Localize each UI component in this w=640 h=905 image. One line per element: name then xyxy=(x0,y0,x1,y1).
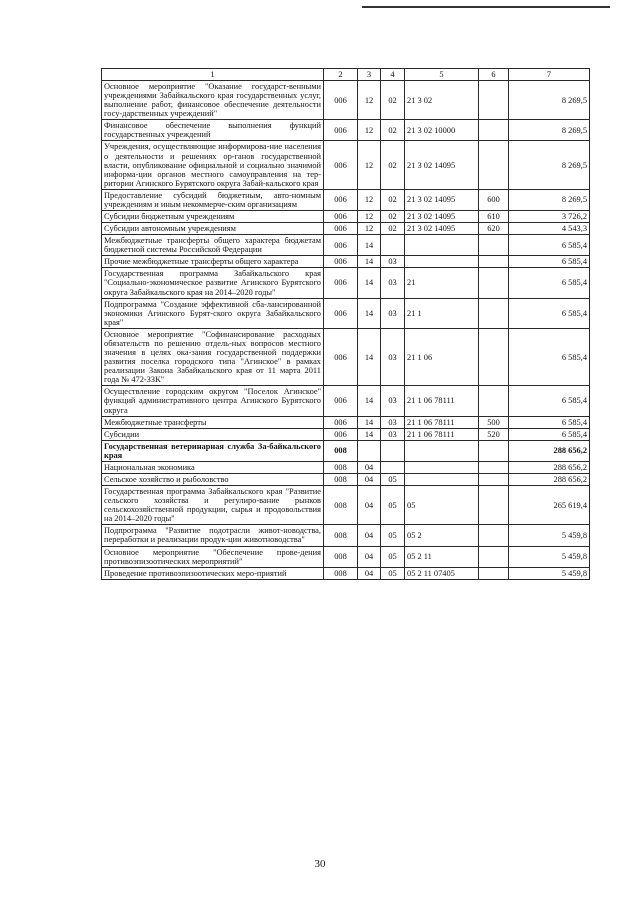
table-row xyxy=(102,386,590,416)
target-article-code: 21 1 06 78111 xyxy=(405,386,479,416)
amount: 5 459,8 xyxy=(509,546,590,567)
section-code: 04 xyxy=(358,546,381,567)
row-label: Основное мероприятие "Обеспечение прове-дения противоэпизоотических мероприятий" xyxy=(102,546,324,567)
table-row xyxy=(102,428,590,440)
row-label: Субсидии xyxy=(102,428,324,440)
subsection-code: 03 xyxy=(381,328,405,385)
column-header: 3 xyxy=(358,69,381,81)
subsection-code: 05 xyxy=(381,525,405,546)
table-row xyxy=(102,567,590,579)
subsection-code: 03 xyxy=(381,298,405,328)
section-code: 14 xyxy=(358,416,381,428)
section-code: 14 xyxy=(358,256,381,268)
amount: 4 543,3 xyxy=(509,223,590,235)
subsection-code: 03 xyxy=(381,428,405,440)
ministry-code: 006 xyxy=(324,211,358,223)
section-code: 12 xyxy=(358,120,381,141)
section-code: 12 xyxy=(358,81,381,120)
row-label: Осуществление городским округом "Поселок Агинское" функций административного центра Агинского Бурятского округа xyxy=(102,386,324,416)
target-article-code xyxy=(405,473,479,485)
row-label: Финансовое обеспечение выполнения функций государственных учреждений xyxy=(102,120,324,141)
subsection-code: 05 xyxy=(381,486,405,525)
target-article-code: 21 3 02 14095 xyxy=(405,223,479,235)
target-article-code: 21 1 xyxy=(405,298,479,328)
subsection-code: 05 xyxy=(381,473,405,485)
amount: 265 619,4 xyxy=(509,486,590,525)
ministry-code: 006 xyxy=(324,428,358,440)
row-label: Государственная программа Забайкальского края "Социально-экономическое развитие Агинского Бурятского округа Забайкальского края на 2014–2020 годы" xyxy=(102,268,324,298)
target-article-code xyxy=(405,461,479,473)
section-code: 04 xyxy=(358,525,381,546)
ministry-code: 006 xyxy=(324,386,358,416)
table-row xyxy=(102,235,590,256)
row-label: Государственная ветеринарная служба За-байкальского края xyxy=(102,440,324,461)
table-row xyxy=(102,141,590,189)
section-code: 14 xyxy=(358,328,381,385)
amount: 3 726,2 xyxy=(509,211,590,223)
amount: 288 656,2 xyxy=(509,440,590,461)
section-code: 12 xyxy=(358,211,381,223)
amount: 6 585,4 xyxy=(509,428,590,440)
expense-type-code: 500 xyxy=(479,416,509,428)
table-row xyxy=(102,223,590,235)
expense-type-code xyxy=(479,525,509,546)
table-row xyxy=(102,189,590,210)
section-code: 14 xyxy=(358,386,381,416)
ministry-code: 006 xyxy=(324,328,358,385)
target-article-code: 21 1 06 78111 xyxy=(405,416,479,428)
table-row xyxy=(102,546,590,567)
row-label: Межбюджетные трансферты общего характера бюджетам бюджетной системы Российской Федерации xyxy=(102,235,324,256)
table-row xyxy=(102,525,590,546)
expense-type-code: 610 xyxy=(479,211,509,223)
subsection-code: 02 xyxy=(381,141,405,189)
table-row xyxy=(102,81,590,120)
subsection-code xyxy=(381,461,405,473)
table-row xyxy=(102,328,590,385)
table-row xyxy=(102,416,590,428)
expense-type-code xyxy=(479,141,509,189)
expense-type-code xyxy=(479,268,509,298)
ministry-code: 008 xyxy=(324,546,358,567)
row-label: Национальная экономика xyxy=(102,461,324,473)
expense-type-code xyxy=(479,567,509,579)
subsection-code: 03 xyxy=(381,256,405,268)
row-label: Межбюджетные трансферты xyxy=(102,416,324,428)
section-code: 12 xyxy=(358,223,381,235)
section-code: 04 xyxy=(358,486,381,525)
ministry-code: 006 xyxy=(324,120,358,141)
expense-type-code xyxy=(479,328,509,385)
target-article-code xyxy=(405,256,479,268)
amount: 8 269,5 xyxy=(509,81,590,120)
target-article-code: 21 3 02 10000 xyxy=(405,120,479,141)
amount: 6 585,4 xyxy=(509,416,590,428)
amount: 6 585,4 xyxy=(509,256,590,268)
subsection-code: 03 xyxy=(381,268,405,298)
target-article-code: 21 xyxy=(405,268,479,298)
target-article-code xyxy=(405,235,479,256)
expense-type-code xyxy=(479,440,509,461)
ministry-code: 006 xyxy=(324,189,358,210)
amount: 6 585,4 xyxy=(509,298,590,328)
subsection-code: 03 xyxy=(381,386,405,416)
amount: 5 459,8 xyxy=(509,525,590,546)
column-header: 7 xyxy=(509,69,590,81)
amount: 8 269,5 xyxy=(509,120,590,141)
row-label: Подпрограмма "Создание эффективной сба-лансированной экономики Агинского Бурят-ского округа Забайкальского края" xyxy=(102,298,324,328)
ministry-code: 006 xyxy=(324,268,358,298)
top-rule xyxy=(362,6,610,8)
amount: 6 585,4 xyxy=(509,268,590,298)
row-label: Проведение противоэпизоотических меро-приятий xyxy=(102,567,324,579)
column-header: 2 xyxy=(324,69,358,81)
column-header: 1 xyxy=(102,69,324,81)
ministry-code: 006 xyxy=(324,81,358,120)
table-row xyxy=(102,120,590,141)
row-label: Учреждения, осуществляющие информирова-ние населения о деятельности и решениях ор-ганов государственной власти, опубликование официальной и социально значимой информа-ции органов местного самоуправления на тер-ритории Агинского Бурятского округа Забай-кальского края xyxy=(102,141,324,189)
target-article-code: 05 2 xyxy=(405,525,479,546)
table-row xyxy=(102,211,590,223)
expense-type-code: 600 xyxy=(479,189,509,210)
subsection-code: 05 xyxy=(381,567,405,579)
row-label: Субсидии автономным учреждениям xyxy=(102,223,324,235)
amount: 6 585,4 xyxy=(509,386,590,416)
subsection-code xyxy=(381,440,405,461)
subsection-code xyxy=(381,235,405,256)
expense-type-code: 620 xyxy=(479,223,509,235)
ministry-code: 006 xyxy=(324,416,358,428)
subsection-code: 02 xyxy=(381,211,405,223)
subsection-code: 02 xyxy=(381,223,405,235)
ministry-code: 006 xyxy=(324,298,358,328)
target-article-code: 21 3 02 14095 xyxy=(405,189,479,210)
section-code: 12 xyxy=(358,189,381,210)
subsection-code: 05 xyxy=(381,546,405,567)
expense-type-code xyxy=(479,298,509,328)
expense-type-code xyxy=(479,546,509,567)
ministry-code: 006 xyxy=(324,256,358,268)
table-row xyxy=(102,486,590,525)
ministry-code: 008 xyxy=(324,567,358,579)
table-row xyxy=(102,298,590,328)
target-article-code: 05 2 11 xyxy=(405,546,479,567)
ministry-code: 008 xyxy=(324,486,358,525)
ministry-code: 006 xyxy=(324,223,358,235)
table-row xyxy=(102,268,590,298)
section-code: 14 xyxy=(358,268,381,298)
expense-type-code xyxy=(479,386,509,416)
table-row xyxy=(102,440,590,461)
row-label: Субсидии бюджетным учреждениям xyxy=(102,211,324,223)
ministry-code: 008 xyxy=(324,461,358,473)
section-code: 14 xyxy=(358,235,381,256)
expense-type-code xyxy=(479,473,509,485)
expense-type-code xyxy=(479,461,509,473)
ministry-code: 006 xyxy=(324,235,358,256)
section-code: 14 xyxy=(358,428,381,440)
expense-type-code xyxy=(479,486,509,525)
column-header: 4 xyxy=(381,69,405,81)
ministry-code: 008 xyxy=(324,440,358,461)
row-label: Основное мероприятие "Софинансирование расходных обязательств по решению отдель-ных вопросов местного значения в целях ока-зания государственной поддержки развития поселка городского типа "Агинское" в рамках реализации Закона Забайкальского края от 11 марта 2011 года № 472-ЗЗК" xyxy=(102,328,324,385)
target-article-code: 21 3 02 14095 xyxy=(405,141,479,189)
ministry-code: 008 xyxy=(324,473,358,485)
expense-type-code: 520 xyxy=(479,428,509,440)
page-number: 30 xyxy=(314,858,326,870)
expense-type-code xyxy=(479,81,509,120)
subsection-code: 02 xyxy=(381,189,405,210)
amount: 6 585,4 xyxy=(509,328,590,385)
subsection-code: 02 xyxy=(381,120,405,141)
section-code: 04 xyxy=(358,461,381,473)
target-article-code: 21 3 02 14095 xyxy=(405,211,479,223)
row-label: Государственная программа Забайкальского края "Развитие сельского хозяйства и регулиро-вание рынков сельскохозяйственной продукции, сырья и продовольствия на 2014–2020 годы" xyxy=(102,486,324,525)
amount: 288 656,2 xyxy=(509,461,590,473)
ministry-code: 006 xyxy=(324,141,358,189)
section-code: 04 xyxy=(358,567,381,579)
budget-table xyxy=(101,68,590,580)
amount: 8 269,5 xyxy=(509,141,590,189)
expense-type-code xyxy=(479,256,509,268)
table-row xyxy=(102,256,590,268)
amount: 6 585,4 xyxy=(509,235,590,256)
row-label: Основное мероприятие "Оказание государст-венными учреждениями Забайкальского края государственных услуг, выполнение работ, финансовое обеспечение деятельности госу-дарственных учреждений" xyxy=(102,81,324,120)
table-header-row xyxy=(102,69,590,81)
row-label: Предоставление субсидий бюджетным, авто-номным учреждениям и иным некоммерче-ским организациям xyxy=(102,189,324,210)
table-row xyxy=(102,461,590,473)
expense-type-code xyxy=(479,120,509,141)
target-article-code: 21 1 06 78111 xyxy=(405,428,479,440)
target-article-code: 05 2 11 07405 xyxy=(405,567,479,579)
section-code: 12 xyxy=(358,141,381,189)
row-label: Прочие межбюджетные трансферты общего характера xyxy=(102,256,324,268)
ministry-code: 008 xyxy=(324,525,358,546)
target-article-code: 05 xyxy=(405,486,479,525)
section-code: 04 xyxy=(358,473,381,485)
column-header: 5 xyxy=(405,69,479,81)
subsection-code: 03 xyxy=(381,416,405,428)
column-header: 6 xyxy=(479,69,509,81)
table-row xyxy=(102,473,590,485)
amount: 8 269,5 xyxy=(509,189,590,210)
expense-type-code xyxy=(479,235,509,256)
section-code xyxy=(358,440,381,461)
target-article-code: 21 3 02 xyxy=(405,81,479,120)
amount: 5 459,8 xyxy=(509,567,590,579)
target-article-code: 21 1 06 xyxy=(405,328,479,385)
amount: 288 656,2 xyxy=(509,473,590,485)
target-article-code xyxy=(405,440,479,461)
row-label: Сельское хозяйство и рыболовство xyxy=(102,473,324,485)
section-code: 14 xyxy=(358,298,381,328)
row-label: Подпрограмма "Развитие подотрасли живот-новодства, переработки и реализации продук-ции животноводства" xyxy=(102,525,324,546)
subsection-code: 02 xyxy=(381,81,405,120)
